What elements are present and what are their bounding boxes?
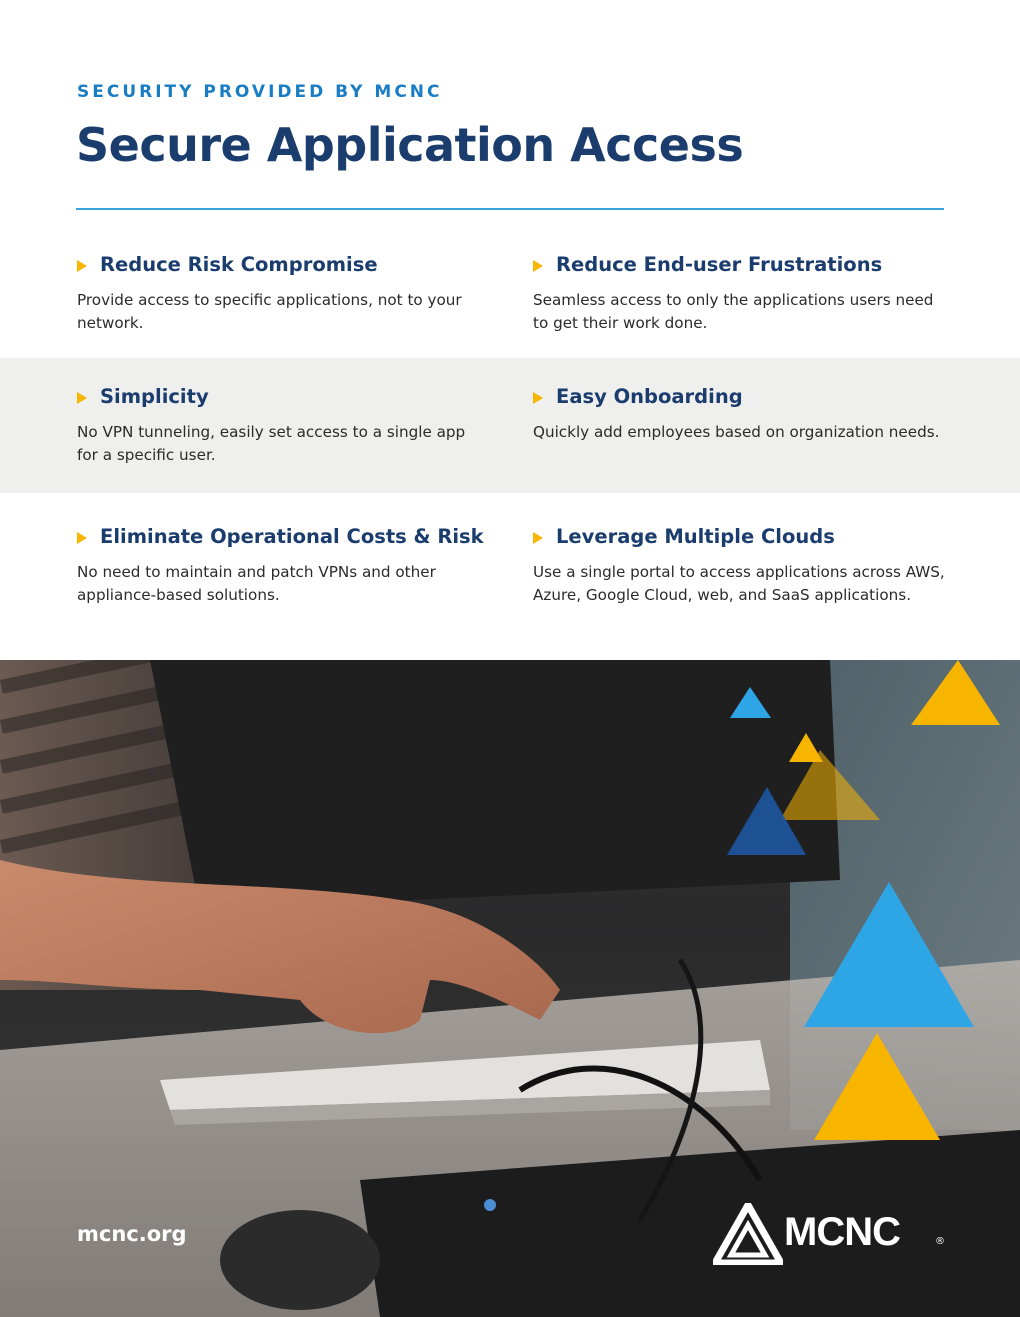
mcnc-triangle-logo-icon: [713, 1203, 783, 1265]
title-divider: [76, 208, 944, 210]
play-arrow-icon: [533, 392, 543, 404]
feature-title: Eliminate Operational Costs & Risk: [100, 525, 484, 548]
feature-description: Use a single portal to access applications across AWS, Azure, Google Cloud, web, and SaaS applications.: [533, 563, 945, 604]
feature-reduce-risk: [77, 253, 487, 335]
feature-multiple-clouds: [533, 525, 963, 607]
play-arrow-icon: [77, 392, 87, 404]
feature-description: Seamless access to only the applications users need to get their work done.: [533, 291, 934, 332]
website-link[interactable]: mcnc.org: [77, 1222, 187, 1246]
feature-title: Leverage Multiple Clouds: [556, 525, 835, 548]
feature-description: No VPN tunneling, easily set access to a single app for a specific user.: [77, 423, 466, 464]
feature-description: Provide access to specific applications, not to your network.: [77, 291, 462, 332]
play-arrow-icon: [77, 532, 87, 544]
page-title: Secure Application Access: [76, 118, 744, 172]
feature-end-user: [533, 253, 943, 335]
play-arrow-icon: [533, 260, 543, 272]
mcnc-logo-wordmark: MCNC: [784, 1210, 900, 1254]
feature-title: Simplicity: [100, 385, 209, 408]
feature-title: Reduce End-user Frustrations: [556, 253, 883, 276]
play-arrow-icon: [77, 260, 87, 272]
registered-mark: ®: [935, 1236, 945, 1247]
feature-title: Reduce Risk Compromise: [100, 253, 378, 276]
feature-simplicity: [77, 385, 487, 467]
play-arrow-icon: [533, 532, 543, 544]
feature-title: Easy Onboarding: [556, 385, 743, 408]
feature-description: Quickly add employees based on organization needs.: [533, 423, 940, 441]
feature-operational-costs: [77, 525, 487, 607]
feature-onboarding: [533, 385, 943, 444]
eyebrow-label: SECURITY PROVIDED BY MCNC: [77, 82, 443, 102]
feature-description: No need to maintain and patch VPNs and other appliance-based solutions.: [77, 563, 436, 604]
